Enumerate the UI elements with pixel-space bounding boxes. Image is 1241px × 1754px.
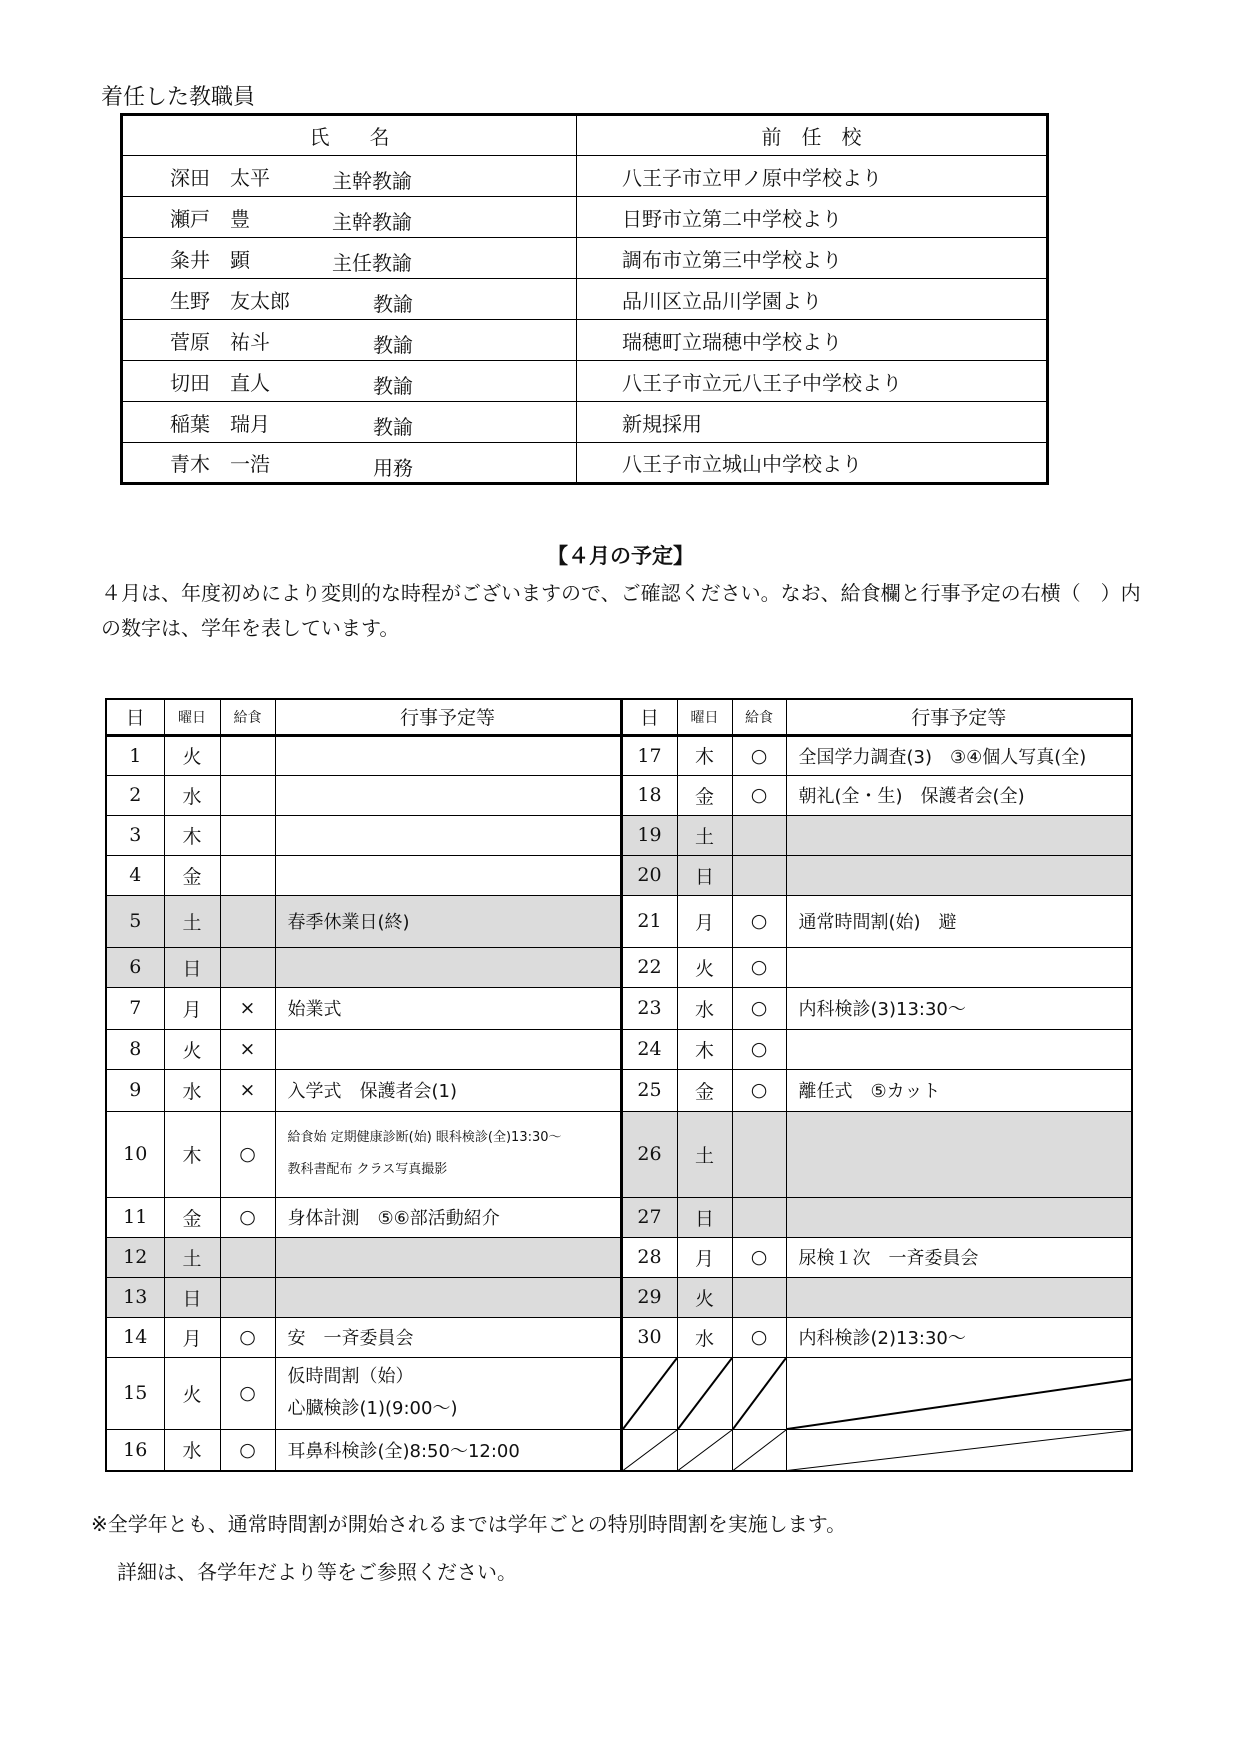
day-number: 9	[106, 1069, 164, 1111]
event-text: 始業式	[287, 999, 342, 1020]
staff-row	[122, 361, 1048, 402]
day-number: 17	[621, 735, 677, 775]
event-cell	[275, 987, 621, 1029]
weekday: 月	[677, 895, 732, 947]
april-schedule-title: 【４月の予定】	[547, 544, 694, 568]
event-cell	[786, 735, 1132, 775]
day-number: 4	[106, 855, 164, 895]
staff-role: 主任教諭	[332, 251, 412, 275]
staff-previous-school: 八王子市立元八王子中学校より	[577, 361, 1048, 402]
event-cell	[275, 1277, 621, 1317]
staff-row	[122, 197, 1048, 238]
event-text: 離任式 ⑤カット	[798, 1081, 941, 1102]
staff-name-cell	[122, 320, 577, 361]
schedule-row	[106, 735, 1132, 775]
event-cell	[786, 1111, 1132, 1197]
lunch-mark	[220, 735, 275, 775]
weekday: 水	[164, 1429, 220, 1471]
weekday: 金	[164, 855, 220, 895]
lunch-mark: ○	[732, 895, 786, 947]
lunch-mark	[732, 1277, 786, 1317]
staff-name-cell	[122, 238, 577, 279]
weekday: 金	[677, 1069, 732, 1111]
event-cell	[786, 1237, 1132, 1277]
weekday: 土	[164, 1237, 220, 1277]
day-number: 27	[621, 1197, 677, 1237]
lunch-mark	[732, 815, 786, 855]
day-number: 1	[106, 735, 164, 775]
header-events: 行事予定等	[786, 699, 1132, 735]
staff-row	[122, 320, 1048, 361]
staff-header-row	[122, 115, 1048, 156]
day-number: 14	[106, 1317, 164, 1357]
event-cell	[275, 1111, 621, 1197]
weekday: 土	[164, 895, 220, 947]
weekday: 木	[677, 735, 732, 775]
schedule-row	[106, 987, 1132, 1029]
staff-section-title: 着任した教職員	[101, 85, 256, 110]
schedule-row	[106, 895, 1132, 947]
schedule-header-row	[106, 699, 1132, 735]
day-number: 6	[106, 947, 164, 987]
empty-slashed-cell	[732, 1357, 786, 1429]
day-number: 13	[106, 1277, 164, 1317]
day-number: 28	[621, 1237, 677, 1277]
lunch-mark: ○	[732, 987, 786, 1029]
event-cell	[786, 1197, 1132, 1237]
event-cell	[275, 1197, 621, 1237]
staff-table	[120, 113, 1049, 485]
empty-slashed-cell	[677, 1357, 732, 1429]
lunch-mark	[220, 895, 275, 947]
event-text: 内科検診(2)13:30～	[798, 1328, 966, 1349]
event-text: 通常時間割(始) 避	[798, 912, 957, 933]
event-text: 仮時間割（始）	[287, 1366, 414, 1387]
event-cell	[275, 895, 621, 947]
schedule-row	[106, 1197, 1132, 1237]
event-cell	[275, 1069, 621, 1111]
day-number: 26	[621, 1111, 677, 1197]
weekday: 金	[677, 775, 732, 815]
event-text: 全国学力調査(3) ③④個人写真(全)	[798, 746, 1087, 768]
weekday: 月	[164, 987, 220, 1029]
event-cell	[786, 855, 1132, 895]
event-text: 尿検１次 一斉委員会	[798, 1248, 979, 1269]
lunch-mark: ○	[220, 1111, 275, 1197]
header-weekday: 曜日	[677, 699, 732, 735]
lunch-mark	[220, 1277, 275, 1317]
staff-name: 稲葉 瑞月	[170, 411, 270, 436]
lunch-mark: ○	[220, 1357, 275, 1429]
empty-slashed-cell	[786, 1357, 1132, 1429]
event-cell	[786, 1317, 1132, 1357]
event-cell	[275, 1029, 621, 1069]
weekday: 水	[164, 775, 220, 815]
staff-name: 瀬戸 豊	[170, 206, 250, 231]
day-number: 5	[106, 895, 164, 947]
event-text: 教科書配布 クラス写真撮影	[287, 1162, 448, 1177]
day-number: 23	[621, 987, 677, 1029]
staff-role: 教諭	[373, 292, 413, 316]
weekday: 木	[164, 1111, 220, 1197]
lunch-mark: ×	[220, 1029, 275, 1069]
staff-name-cell	[122, 156, 577, 197]
day-number: 3	[106, 815, 164, 855]
staff-previous-school: 日野市立第二中学校より	[577, 197, 1048, 238]
event-cell	[275, 775, 621, 815]
schedule-row	[106, 775, 1132, 815]
day-number: 7	[106, 987, 164, 1029]
day-number: 16	[106, 1429, 164, 1471]
weekday: 金	[164, 1197, 220, 1237]
day-number: 30	[621, 1317, 677, 1357]
event-cell	[275, 1357, 621, 1429]
weekday: 日	[164, 1277, 220, 1317]
staff-name-cell	[122, 279, 577, 320]
staff-name: 菅原 祐斗	[170, 329, 270, 354]
schedule-row	[106, 1069, 1132, 1111]
day-number: 19	[621, 815, 677, 855]
weekday: 火	[164, 735, 220, 775]
staff-name: 青木 一浩	[170, 452, 270, 476]
staff-name-cell	[122, 402, 577, 443]
day-number: 20	[621, 855, 677, 895]
schedule-detail-note: 詳細は、各学年だより等をご参照ください。	[117, 1560, 517, 1584]
event-cell	[275, 947, 621, 987]
staff-row	[122, 238, 1048, 279]
event-cell	[275, 855, 621, 895]
lunch-mark: ×	[220, 987, 275, 1029]
lunch-mark: ○	[732, 1237, 786, 1277]
staff-role: 教諭	[373, 333, 413, 357]
staff-row	[122, 156, 1048, 197]
april-schedule-table	[105, 698, 1133, 1472]
staff-name: 粂井 顕	[170, 247, 250, 272]
lunch-mark: ×	[220, 1069, 275, 1111]
day-number: 10	[106, 1111, 164, 1197]
lunch-mark: ○	[220, 1317, 275, 1357]
event-cell	[786, 1069, 1132, 1111]
staff-role: 教諭	[373, 415, 413, 439]
day-number: 21	[621, 895, 677, 947]
event-cell	[786, 947, 1132, 987]
event-cell	[275, 735, 621, 775]
lunch-mark: ○	[732, 947, 786, 987]
staff-name-cell	[122, 443, 577, 484]
staff-role: 用務	[373, 456, 413, 480]
weekday: 水	[677, 987, 732, 1029]
event-cell	[275, 1429, 621, 1471]
header-day: 日	[621, 699, 677, 735]
weekday: 日	[677, 855, 732, 895]
staff-header-school: 前 任 校	[577, 115, 1048, 156]
empty-slashed-cell	[621, 1357, 677, 1429]
schedule-row	[106, 1357, 1132, 1429]
weekday: 木	[164, 815, 220, 855]
schedule-row	[106, 1317, 1132, 1357]
weekday: 火	[677, 1277, 732, 1317]
lunch-mark: ○	[220, 1429, 275, 1471]
lunch-mark	[220, 1237, 275, 1277]
event-cell	[786, 815, 1132, 855]
header-weekday: 曜日	[164, 699, 220, 735]
lunch-mark: ○	[732, 1317, 786, 1357]
day-number: 8	[106, 1029, 164, 1069]
event-cell	[786, 1029, 1132, 1069]
event-text: 春季休業日(終)	[287, 912, 410, 933]
weekday: 水	[164, 1069, 220, 1111]
staff-previous-school: 瑞穂町立瑞穂中学校より	[577, 320, 1048, 361]
event-text: 朝礼(全・生) 保護者会(全)	[798, 786, 1025, 807]
header-day: 日	[106, 699, 164, 735]
header-lunch: 給食	[220, 699, 275, 735]
day-number: 15	[106, 1357, 164, 1429]
event-cell	[786, 895, 1132, 947]
staff-previous-school: 八王子市立城山中学校より	[577, 443, 1048, 484]
day-number: 29	[621, 1277, 677, 1317]
event-cell	[786, 987, 1132, 1029]
day-number: 11	[106, 1197, 164, 1237]
staff-name: 生野 友太郎	[170, 288, 290, 313]
weekday: 火	[164, 1357, 220, 1429]
event-cell	[275, 1237, 621, 1277]
lunch-mark: ○	[732, 1069, 786, 1111]
event-cell	[786, 1277, 1132, 1317]
header-lunch: 給食	[732, 699, 786, 735]
weekday: 土	[677, 1111, 732, 1197]
staff-role: 主幹教諭	[332, 210, 412, 234]
day-number: 2	[106, 775, 164, 815]
lunch-mark: ○	[220, 1197, 275, 1237]
event-text: 身体計測 ⑤⑥部活動紹介	[287, 1208, 500, 1229]
lunch-mark: ○	[732, 775, 786, 815]
schedule-row	[106, 1111, 1132, 1197]
weekday: 木	[677, 1029, 732, 1069]
schedule-note: ※全学年とも、通常時間割が開始されるまでは学年ごとの特別時間割を実施します。	[91, 1512, 847, 1536]
weekday: 水	[677, 1317, 732, 1357]
day-number: 12	[106, 1237, 164, 1277]
event-cell	[786, 775, 1132, 815]
lunch-mark	[220, 855, 275, 895]
event-text: 入学式 保護者会(1)	[287, 1081, 457, 1102]
lunch-mark	[732, 1111, 786, 1197]
schedule-row	[106, 1277, 1132, 1317]
weekday: 月	[677, 1237, 732, 1277]
schedule-row	[106, 947, 1132, 987]
day-number: 22	[621, 947, 677, 987]
lunch-mark	[732, 855, 786, 895]
lunch-mark	[220, 947, 275, 987]
event-text: 安 一斉委員会	[287, 1328, 414, 1349]
april-schedule-description: ４月は、年度初めにより変則的な時程がございますので、ご確認ください。なお、給食欄と行事予定の右横（ ）内の数字は、学年を表しています。	[101, 581, 1141, 640]
day-number: 18	[621, 775, 677, 815]
lunch-mark: ○	[732, 735, 786, 775]
weekday: 土	[677, 815, 732, 855]
empty-slashed-cell	[621, 1429, 677, 1471]
staff-previous-school: 新規採用	[577, 402, 1048, 443]
schedule-row	[106, 815, 1132, 855]
weekday: 日	[164, 947, 220, 987]
lunch-mark	[220, 815, 275, 855]
staff-name-cell	[122, 361, 577, 402]
staff-name: 切田 直人	[170, 370, 270, 395]
event-cell	[275, 1317, 621, 1357]
staff-name: 深田 太平	[170, 165, 270, 190]
staff-previous-school: 調布市立第三中学校より	[577, 238, 1048, 279]
staff-previous-school: 八王子市立甲ノ原中学校より	[577, 156, 1048, 197]
lunch-mark	[732, 1197, 786, 1237]
day-number: 24	[621, 1029, 677, 1069]
event-cell	[275, 815, 621, 855]
staff-role: 主幹教諭	[332, 169, 412, 193]
lunch-mark: ○	[732, 1029, 786, 1069]
event-text: 心臓検診(1)(9:00～)	[287, 1398, 458, 1419]
staff-row	[122, 443, 1048, 484]
event-text: 給食始 定期健康診断(始) 眼科検診(全)13:30～	[287, 1130, 562, 1145]
staff-role: 教諭	[373, 374, 413, 398]
empty-slashed-cell	[677, 1429, 732, 1471]
weekday: 火	[164, 1029, 220, 1069]
staff-row	[122, 402, 1048, 443]
header-events: 行事予定等	[275, 699, 621, 735]
schedule-row	[106, 1029, 1132, 1069]
staff-previous-school: 品川区立品川学園より	[577, 279, 1048, 320]
staff-name-cell	[122, 197, 577, 238]
weekday: 月	[164, 1317, 220, 1357]
empty-slashed-cell	[732, 1429, 786, 1471]
schedule-row	[106, 855, 1132, 895]
event-text: 耳鼻科検診(全)8:50～12:00	[287, 1440, 520, 1462]
schedule-row	[106, 1237, 1132, 1277]
lunch-mark	[220, 775, 275, 815]
weekday: 日	[677, 1197, 732, 1237]
weekday: 火	[677, 947, 732, 987]
staff-header-name: 氏 名	[122, 115, 577, 156]
staff-row	[122, 279, 1048, 320]
empty-slashed-cell	[786, 1429, 1132, 1471]
event-text: 内科検診(3)13:30～	[798, 999, 966, 1020]
day-number: 25	[621, 1069, 677, 1111]
schedule-row	[106, 1429, 1132, 1471]
